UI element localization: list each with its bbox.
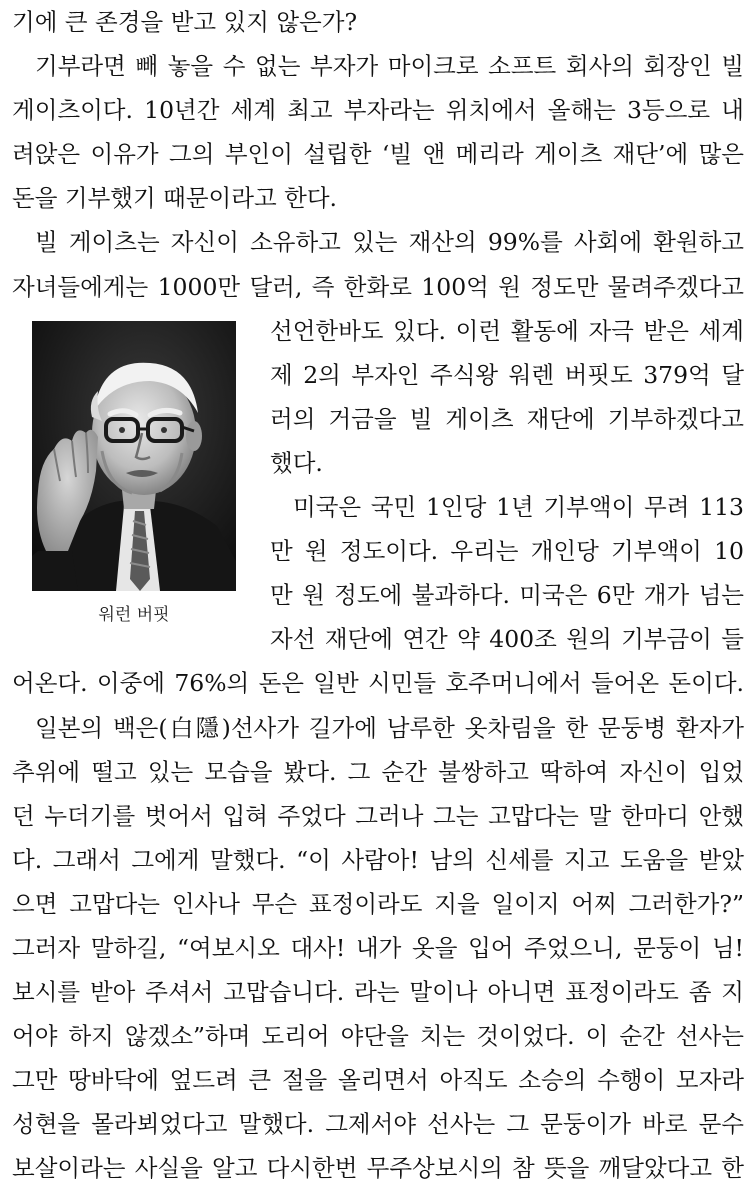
- text-line: 기부라면 빼 놓을 수 없는 부자가 마이크로 소프트 회사의 회장인 빌: [35, 52, 744, 81]
- wrapped-text: [270, 309, 744, 662]
- text-line: 려앉은 이유가 그의 부인이 설립한 ‘빌 앤 메리라 게이츠 재단’에 많은: [12, 140, 744, 169]
- portrait-figure: [32, 321, 236, 591]
- text-line: 성현을 몰라뵈었다고 말했다. 그제서야 선사는 그 문둥이가 바로 문수: [12, 1110, 744, 1139]
- text-line: 빌 게이츠는 자신이 소유하고 있는 재산의 99%를 사회에 환원하고: [35, 228, 744, 257]
- document-page: [12, 0, 744, 1187]
- figure-caption: 워런 버핏: [98, 604, 170, 625]
- text-line: 보살이라는 사실을 알고 다시한번 무주상보시의 참 뜻을 깨달았다고 한: [12, 1154, 744, 1183]
- text-line: 게이츠이다. 10년간 세계 최고 부자라는 위치에서 올해는 3등으로 내: [12, 96, 744, 125]
- text-line: 만 원 정도이다. 우리는 개인당 기부액이 10: [270, 537, 744, 566]
- text-line: 보시를 받아 주셔서 고맙습니다. 라는 말이나 아니면 표정이라도 좀 지: [12, 978, 744, 1007]
- text-line: 자녀들에게는 1000만 달러, 즉 한화로 100억 원 정도만 물려주겠다고: [12, 272, 744, 301]
- text-line: 그러자 말하길, “여보시오 대사! 내가 옷을 입어 주었으니, 문둥이 님!: [12, 934, 744, 963]
- text-block-top: [12, 0, 744, 309]
- text-line: 던 누더기를 벗어서 입혀 주었다 그러나 그는 고맙다는 말 한마디 안했: [12, 801, 744, 830]
- text-block-with-figure: [12, 309, 744, 662]
- text-line: 만 원 정도에 불과하다. 미국은 6만 개가 넘는: [270, 581, 744, 610]
- portrait-photo: [32, 321, 236, 591]
- text-line: 돈을 기부했기 때문이라고 한다.: [12, 184, 337, 213]
- text-line: 미국은 국민 1인당 1년 기부액이 무려 113: [293, 493, 744, 522]
- text-line: 어온다. 이중에 76%의 돈은 일반 시민들 호주머니에서 들어온 돈이다.: [12, 669, 744, 698]
- text-line: 제 2의 부자인 주식왕 워렌 버핏도 379억 달: [270, 360, 744, 389]
- text-line: 으면 고맙다는 인사나 무슨 표정이라도 지을 일이지 어찌 그러한가?”: [12, 889, 744, 918]
- text-line: 했다.: [270, 448, 323, 477]
- text-line: 선언한바도 있다. 이런 활동에 자극 받은 세계: [270, 316, 744, 345]
- text-line: 러의 거금을 빌 게이츠 재단에 기부하겠다고: [270, 404, 744, 433]
- text-block-bottom: [12, 661, 744, 1190]
- text-line: 기에 큰 존경을 받고 있지 않은가?: [12, 8, 358, 36]
- text-line: 그만 땅바닥에 엎드려 큰 절을 올리면서 아직도 소승의 수행이 모자라: [12, 1066, 744, 1095]
- text-line: 자선 재단에 연간 약 400조 원의 기부금이 들: [270, 625, 744, 654]
- text-line: 다. 그래서 그에게 말했다. “이 사람아! 남의 신세를 지고 도움을 받았: [12, 845, 744, 874]
- text-line: 어야 하지 않겠소”하며 도리어 야단을 치는 것이었다. 이 순간 선사는: [12, 1022, 744, 1051]
- text-line: 추위에 떨고 있는 모습을 봤다. 그 순간 불쌍하고 딱하여 자신이 입었: [12, 757, 744, 786]
- text-line: 일본의 백은(白隱)선사가 길가에 남루한 옷차림을 한 문둥병 환자가: [35, 713, 744, 742]
